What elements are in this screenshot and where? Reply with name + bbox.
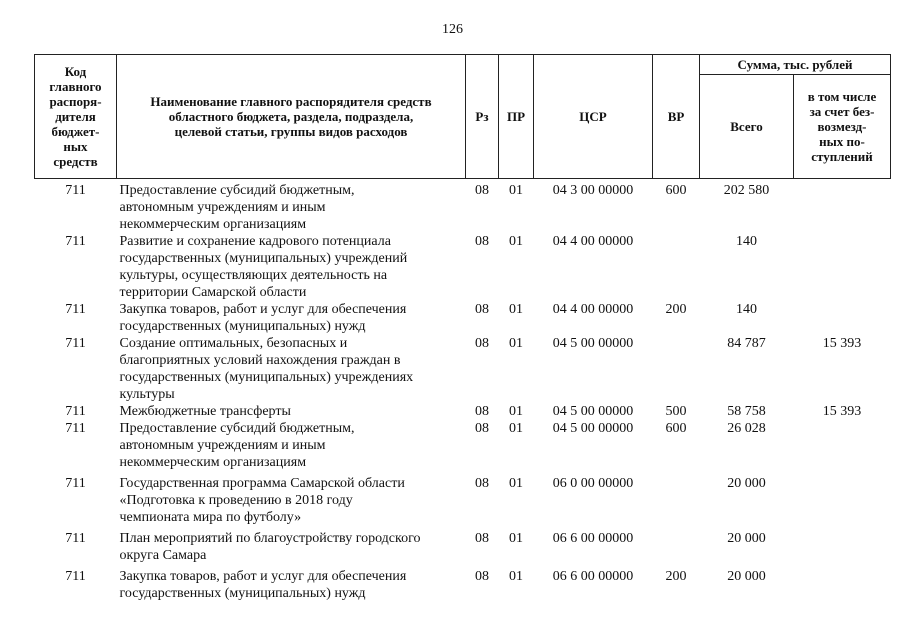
cell-rz: 08 [475,569,489,584]
cell-vr: 500 [665,404,687,419]
cell-total: 84 787 [727,336,766,351]
cell-vr: 200 [665,569,687,584]
cell-pr: 01 [509,404,523,419]
header-code-line: Код [64,64,87,79]
name-line: План мероприятий по благоустройству городского [119,531,421,546]
cell-rz: 08 [475,302,489,317]
name-line: государственных (муниципальных) учреждений [119,251,408,266]
header-code-line: средств [53,154,98,169]
name-line: Закупка товаров, работ и услуг для обеспечения [119,569,407,584]
cell-csr: 04 3 00 00000 [552,183,634,198]
cell-pr: 01 [509,336,523,351]
cell-total: 20 000 [727,531,766,546]
cell-csr: 04 5 00 00000 [552,404,634,419]
name-line: благоприятных условий нахождения граждан в [119,353,401,368]
name-line: государственных (муниципальных) учреждениях [119,370,414,385]
table-row [35,568,891,602]
cell-code: 711 [65,421,86,436]
table-row [35,475,891,526]
name-line: территории Самарской области [119,285,307,300]
cell-code: 711 [65,336,86,351]
cell-rz: 08 [475,421,489,436]
cell-pr: 01 [509,421,523,436]
header-code [35,55,117,179]
name-line: Закупка товаров, работ и услуг для обеспечения [119,302,407,317]
name-line: государственных (муниципальных) нужд [119,586,366,601]
name-line: «Подготовка к проведению в 2018 году [119,493,353,508]
name-line: Создание оптимальных, безопасных и [119,336,348,351]
cell-grat [794,530,891,564]
header-rz: Рз [466,55,499,179]
cell-rz: 08 [475,476,489,491]
header-pr: ПР [499,55,534,179]
cell-name [117,475,466,526]
cell-pr: 01 [509,476,523,491]
cell-total: 58 758 [727,404,766,419]
header-grat [794,75,891,179]
header-grat-line: за счет без- [809,104,875,119]
budget-table [34,54,891,602]
name-line: автономным учреждениям и иным [119,200,326,215]
header-code-line: ных [63,139,88,154]
cell-pr: 01 [509,531,523,546]
name-line: Государственная программа Самарской области [119,476,405,491]
cell-vr [653,530,700,564]
cell-total: 202 580 [723,183,770,198]
cell-grat [794,420,891,471]
cell-rz: 08 [475,336,489,351]
cell-grat [794,301,891,335]
cell-name [117,420,466,471]
cell-grat: 15 393 [822,404,862,419]
header-name [117,55,466,179]
header-code-line: распоря- [49,94,102,109]
name-line: Развитие и сохранение кадрового потенциала [119,234,391,249]
cell-csr: 04 5 00 00000 [552,421,634,436]
table-row [35,530,891,564]
header-grat-line: ступлений [811,149,873,164]
cell-code: 711 [65,404,86,419]
cell-total: 20 000 [727,569,766,584]
table-body [35,179,891,603]
cell-name [117,335,466,403]
cell-pr: 01 [509,183,523,198]
table-row [35,179,891,234]
cell-vr: 600 [665,421,687,436]
name-line: культуры, осуществляющих деятельность на [119,268,388,283]
name-line: государственных (муниципальных) нужд [119,319,366,334]
cell-grat [794,475,891,526]
header-csr: ЦСР [534,55,653,179]
cell-total: 26 028 [727,421,766,436]
header-grat-line: ных по- [819,134,865,149]
name-line: Межбюджетные трансферты [119,404,291,419]
header-code-line: главного [49,79,102,94]
cell-vr [653,335,700,403]
name-line: культуры [119,387,175,402]
cell-grat [794,179,891,234]
cell-code: 711 [65,569,86,584]
cell-csr: 06 6 00 00000 [552,531,634,546]
cell-total: 140 [736,234,757,249]
cell-csr: 04 4 00 00000 [552,302,634,317]
cell-total: 20 000 [727,476,766,491]
name-line: Предоставление субсидий бюджетным, [119,183,355,198]
cell-grat [794,233,891,301]
name-line: Предоставление субсидий бюджетным, [119,421,355,436]
cell-csr: 06 6 00 00000 [552,569,634,584]
cell-vr [653,233,700,301]
cell-total: 140 [736,302,757,317]
table-row [35,420,891,471]
cell-csr: 06 0 00 00000 [552,476,634,491]
cell-grat: 15 393 [822,336,862,351]
header-total: Всего [700,75,794,179]
cell-pr: 01 [509,234,523,249]
cell-csr: 04 5 00 00000 [552,336,634,351]
name-line: некоммерческим организациям [119,455,307,470]
header-grat-line: возмезд- [817,119,867,134]
cell-vr: 600 [665,183,687,198]
table-row [35,335,891,403]
cell-name [117,568,466,602]
cell-code: 711 [65,183,86,198]
cell-vr [653,475,700,526]
cell-name [117,301,466,335]
name-line: некоммерческим организациям [119,217,307,232]
header-grat-line: в том числе [807,89,877,104]
header-code-line: бюджет- [51,124,100,139]
name-line: чемпионата мира по футболу» [119,510,302,525]
cell-rz: 08 [475,183,489,198]
cell-code: 711 [65,302,86,317]
cell-pr: 01 [509,569,523,584]
cell-grat [794,568,891,602]
cell-rz: 08 [475,234,489,249]
cell-code: 711 [65,234,86,249]
cell-vr: 200 [665,302,687,317]
table-row [35,403,891,420]
cell-csr: 04 4 00 00000 [552,234,634,249]
cell-rz: 08 [475,531,489,546]
cell-code: 711 [65,531,86,546]
cell-name [117,530,466,564]
header-name-line: Наименование главного распорядителя средств [150,94,432,109]
header-name-line: целевой статьи, группы видов расходов [174,124,408,139]
header-sum: Сумма, тыс. рублей [700,55,891,75]
page-number: 126 [442,22,463,37]
cell-name [117,179,466,234]
header-vr: ВР [653,55,700,179]
name-line: автономным учреждениям и иным [119,438,326,453]
cell-name [117,233,466,301]
cell-name [117,403,466,420]
table-row [35,301,891,335]
name-line: округа Самара [119,548,207,563]
header-code-line: дителя [55,109,96,124]
header-name-line: областного бюджета, раздела, подраздела, [168,109,414,124]
cell-pr: 01 [509,302,523,317]
table-row [35,233,891,301]
cell-rz: 08 [475,404,489,419]
cell-code: 711 [65,476,86,491]
table-header [35,55,891,179]
